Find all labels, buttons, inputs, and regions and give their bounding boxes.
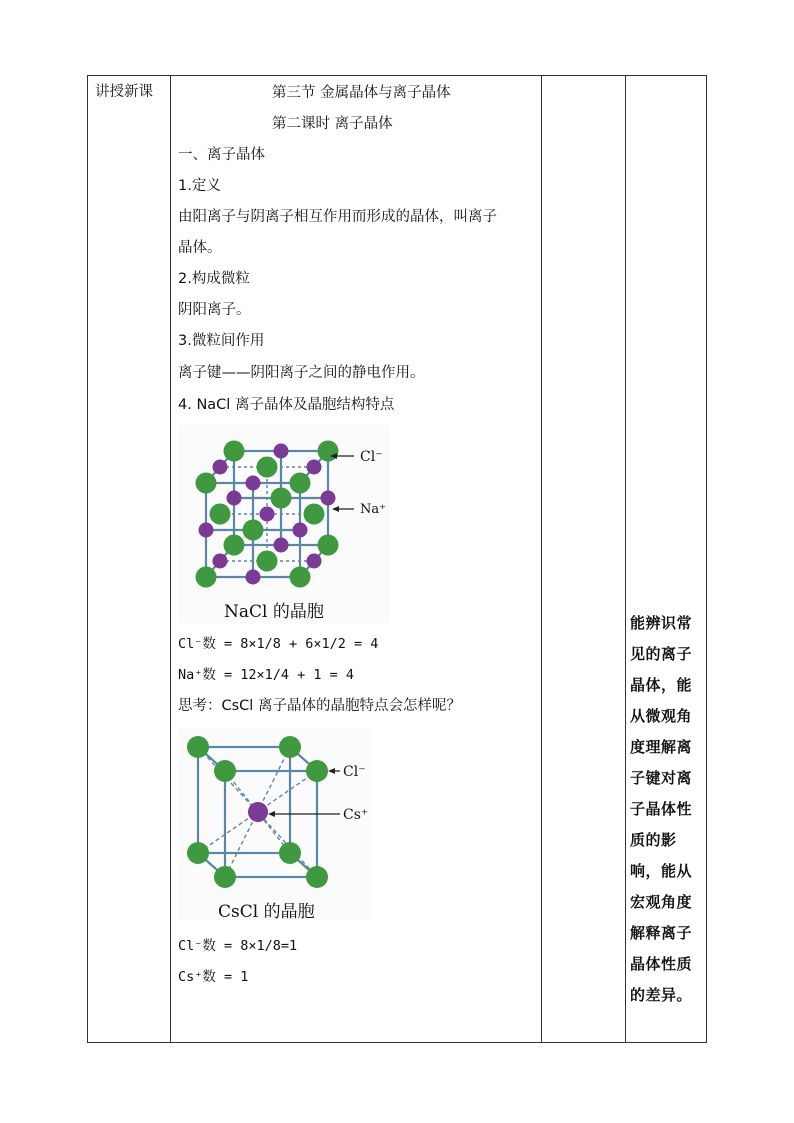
nacl-chloride-count: Cl⁻数 = 8×1/8 + 6×1/2 = 4 bbox=[178, 636, 379, 652]
objective-line: 从微观角 bbox=[630, 707, 693, 725]
chloride-ion bbox=[271, 488, 292, 509]
cscl-chloride-label: Cl⁻ bbox=[343, 764, 366, 780]
objective-line: 宏观角度 bbox=[630, 893, 693, 911]
objective-line: 度理解离 bbox=[630, 738, 693, 756]
chloride-ion bbox=[224, 535, 245, 556]
sodium-label: Na⁺ bbox=[360, 502, 386, 517]
cscl-cesium-ion bbox=[248, 802, 268, 822]
sodium-ion bbox=[213, 460, 228, 475]
think-question: 思考：CsCl 离子晶体的晶胞特点会怎样呢？ bbox=[178, 698, 461, 714]
chloride-ion bbox=[290, 473, 311, 494]
chloride-ion bbox=[318, 535, 339, 556]
item-definition-text: 晶体。 bbox=[178, 240, 222, 256]
chloride-ion bbox=[304, 504, 325, 525]
chloride-label: Cl⁻ bbox=[360, 449, 383, 465]
item-interaction-title: 3.微粒间作用 bbox=[178, 333, 265, 349]
chloride-ion bbox=[210, 504, 231, 525]
nacl-caption: NaCl 的晶胞 bbox=[224, 602, 324, 622]
item-interaction-text: 离子键——阴阳离子之间的静电作用。 bbox=[178, 365, 425, 381]
objective-line: 子晶体性 bbox=[630, 800, 693, 818]
cscl-caption: CsCl 的晶胞 bbox=[218, 902, 315, 922]
sodium-ion bbox=[246, 476, 261, 491]
item-particles-text: 阴阳离子。 bbox=[178, 302, 251, 318]
chloride-ion bbox=[290, 567, 311, 588]
item-nacl-title: 4. NaCl 离子晶体及晶胞结构特点 bbox=[178, 397, 395, 413]
objective-line: 晶体，能 bbox=[630, 676, 693, 694]
cscl-chloride-arrowhead bbox=[328, 768, 335, 774]
objective-line: 晶体性质 bbox=[630, 955, 693, 973]
sodium-ion bbox=[246, 570, 261, 585]
section-title: 第三节 金属晶体与离子晶体 bbox=[272, 85, 451, 101]
objective-line: 响，能从 bbox=[630, 862, 693, 880]
item-particles-title: 2.构成微粒 bbox=[178, 271, 250, 287]
chloride-ion bbox=[318, 441, 339, 462]
column-divider bbox=[541, 76, 542, 1042]
heading-ionic-crystal: 一、离子晶体 bbox=[178, 147, 265, 163]
item-definition-title: 1.定义 bbox=[178, 178, 221, 194]
sodium-ion bbox=[213, 554, 228, 569]
objective-line: 解释离子 bbox=[630, 924, 693, 942]
cscl-unit-cell-figure bbox=[178, 727, 373, 921]
sodium-ion bbox=[307, 554, 322, 569]
objective-line: 质的影 bbox=[630, 831, 677, 849]
column-divider bbox=[170, 76, 171, 1042]
sodium-arrowhead bbox=[332, 506, 339, 512]
learning-objective bbox=[630, 608, 702, 1011]
chloride-ion bbox=[196, 567, 217, 588]
stage-label: 讲授新课 bbox=[95, 84, 153, 100]
objective-line: 的差异。 bbox=[630, 986, 693, 1004]
sodium-ion bbox=[199, 523, 214, 538]
chloride-ion bbox=[257, 457, 278, 478]
chloride-ion bbox=[257, 551, 278, 572]
column-divider bbox=[625, 76, 626, 1042]
sodium-ion bbox=[260, 507, 275, 522]
lesson-title: 第二课时 离子晶体 bbox=[272, 116, 393, 132]
cscl-cesium-arrowhead bbox=[268, 811, 275, 817]
objective-line: 能辨识常 bbox=[630, 614, 693, 632]
chloride-ion bbox=[243, 520, 264, 541]
nacl-unit-cell-figure bbox=[178, 425, 390, 623]
objective-line: 见的离子 bbox=[630, 645, 693, 663]
cscl-chloride-count: Cl⁻数 = 8×1/8=1 bbox=[178, 938, 298, 954]
objective-line: 子键对离 bbox=[630, 769, 693, 787]
cscl-cesium-count: Cs⁺数 = 1 bbox=[178, 969, 249, 985]
chloride-ion bbox=[224, 441, 245, 462]
nacl-unit-cell-diagram bbox=[178, 425, 390, 623]
nacl-sodium-count: Na⁺数 = 12×1/4 + 1 = 4 bbox=[178, 667, 355, 683]
sodium-ion bbox=[307, 460, 322, 475]
sodium-ion bbox=[227, 491, 242, 506]
sodium-ion bbox=[293, 523, 308, 538]
chloride-ion bbox=[196, 473, 217, 494]
sodium-ion bbox=[274, 444, 289, 459]
sodium-ion bbox=[274, 538, 289, 553]
cscl-cesium-label: Cs⁺ bbox=[343, 807, 369, 823]
sodium-ion bbox=[321, 491, 336, 506]
cscl-unit-cell-diagram bbox=[178, 727, 373, 921]
item-definition-text: 由阳离子与阴离子相互作用而形成的晶体，叫离子 bbox=[178, 209, 497, 225]
